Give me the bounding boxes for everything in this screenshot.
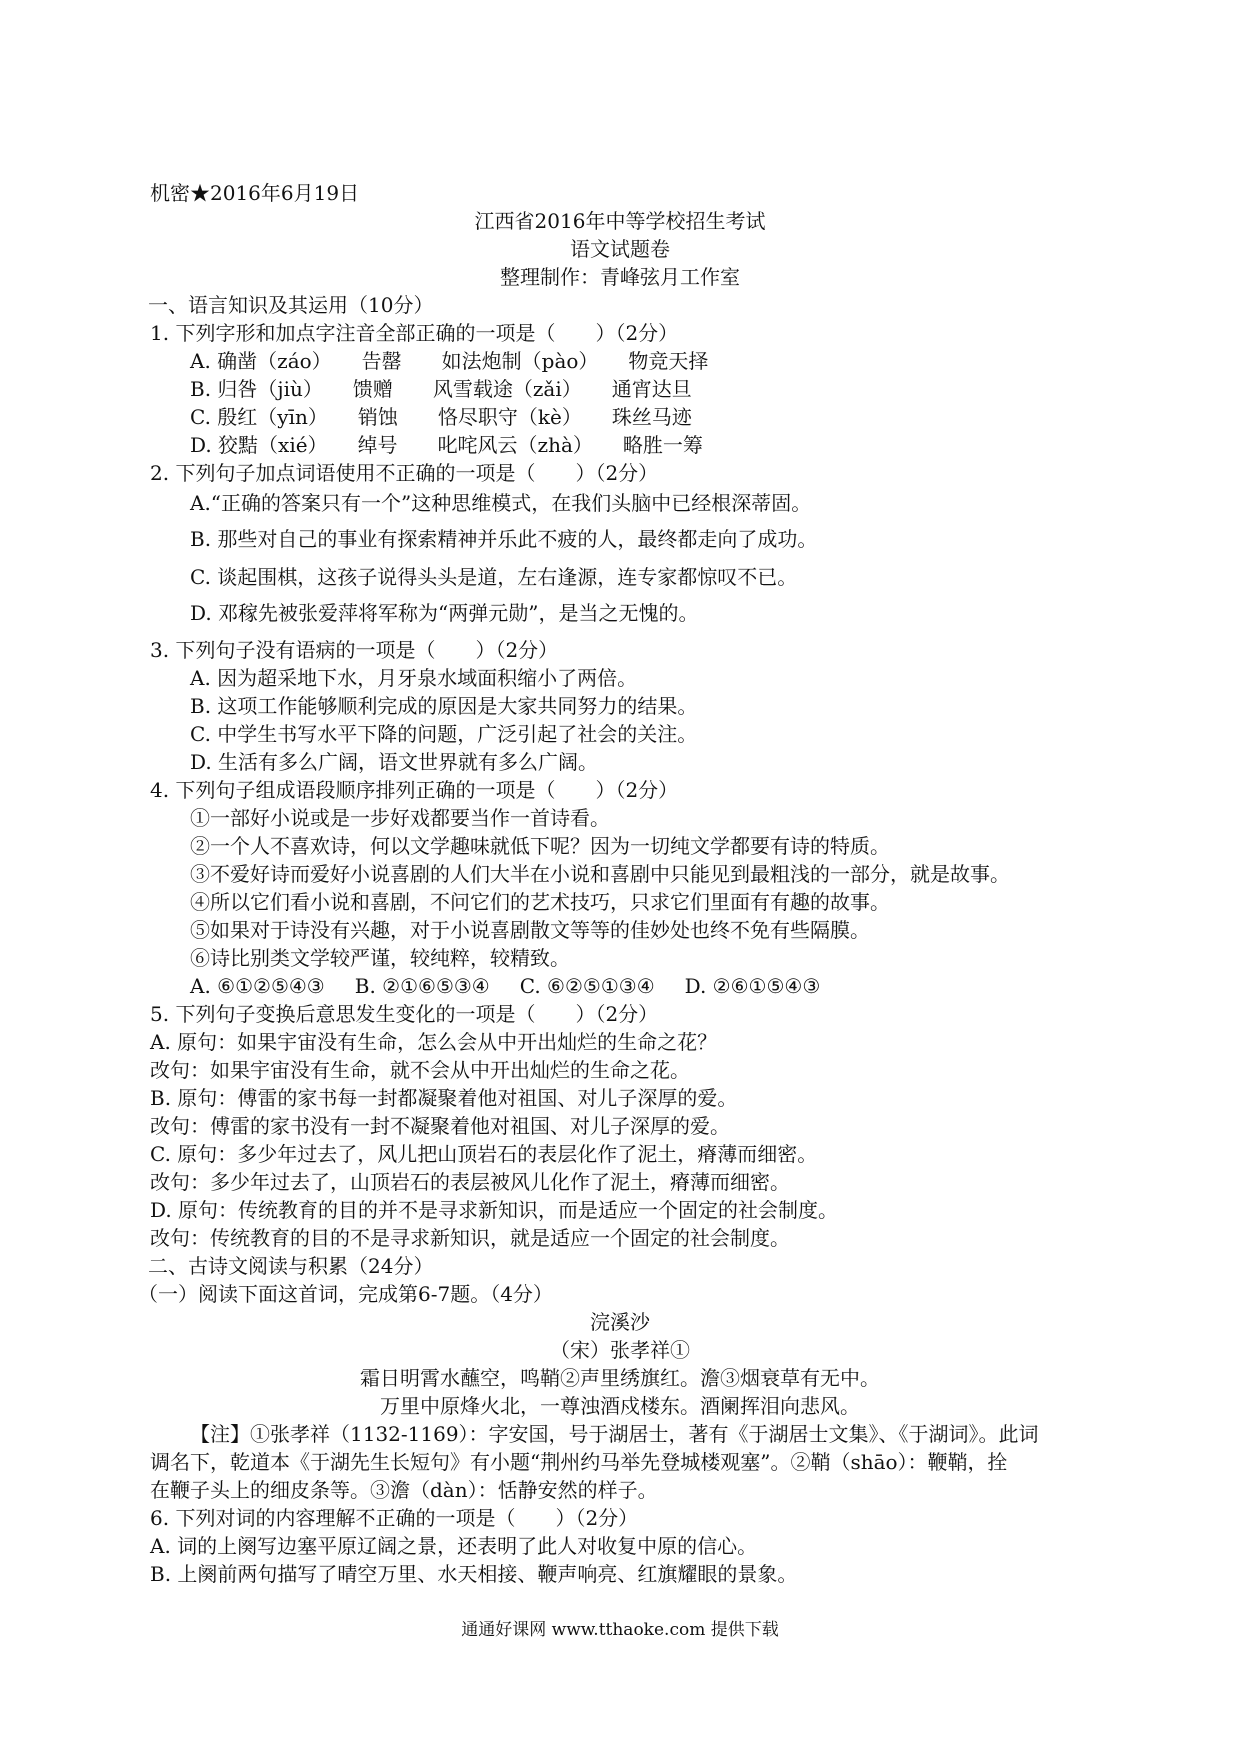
footer-credit: 通通好课网 www.tthaoke.com 提供下载	[461, 1620, 779, 1640]
q3-option-b: B. 这项工作能够顺利完成的原因是大家共同努力的结果。	[190, 694, 698, 718]
q2-option-a: A.“正确的答案只有一个”这种思维模式，在我们头脑中已经根深蒂固。	[190, 491, 812, 515]
note-line-3: 在鞭子头上的细皮条等。③澹（dàn）：恬静安然的样子。	[150, 1478, 658, 1502]
q5-line-8: 改句：传统教育的目的不是寻求新知识，就是适应一个固定的社会制度。	[150, 1226, 790, 1250]
q3-option-c: C. 中学生书写水平下降的问题，广泛引起了社会的关注。	[190, 722, 698, 746]
q6-option-b: B. 上阕前两句描写了晴空万里、水天相接、鞭声响亮、红旗耀眼的景象。	[150, 1562, 798, 1586]
q2-option-c: C. 谈起围棋，这孩子说得头头是道，左右逢源，连专家都惊叹不已。	[190, 565, 798, 589]
section2-heading: 二、古诗文阅读与积累（24分）	[148, 1254, 434, 1278]
q6-option-a: A. 词的上阕写边塞平原辽阔之景，还表明了此人对收复中原的信心。	[150, 1534, 758, 1558]
q3-stem: 3. 下列句子没有语病的一项是（ ）（2分）	[150, 638, 559, 662]
q1-option-c: C. 殷红（yīn） 销蚀 恪尽职守（kè） 珠丝马迹	[190, 405, 692, 429]
note-line-2: 调名下，乾道本《于湖先生长短句》有小题“荆州约马举先登城楼观塞”。②鞘（shāo）：鞭鞘，拴	[150, 1450, 1008, 1474]
q1-stem: 1. 下列字形和加点字注音全部正确的一项是（ ）（2分）	[150, 321, 679, 345]
q5-stem: 5. 下列句子变换后意思发生变化的一项是（ ）（2分）	[150, 1002, 659, 1026]
poem-line-2: 万里中原烽火北，一尊浊酒戍楼东。酒阑挥泪向悲风。	[380, 1394, 860, 1418]
q1-option-b: B. 归咎（jiù） 馈赠 风雪载途（zǎi） 通宵达旦	[190, 377, 692, 401]
poem-author: （宋）张孝祥①	[550, 1338, 690, 1362]
note-line-1: 【注】①张孝祥（1132-1169）：字安国，号于湖居士，著有《于湖居士文集》、《于湖词》。此词	[190, 1422, 1039, 1446]
poem-title: 浣溪沙	[590, 1310, 650, 1334]
section1-heading: 一、语言知识及其运用（10分）	[148, 293, 434, 317]
maker-credit: 整理制作：青峰弦月工作室	[500, 265, 740, 289]
exam-title: 江西省2016年中等学校招生考试	[474, 209, 766, 233]
q2-option-d: D. 邓稼先被张爱萍将军称为“两弹元勋”，是当之无愧的。	[190, 601, 699, 625]
q4-sentence-6: ⑥诗比别类文学较严谨，较纯粹，较精致。	[190, 946, 570, 970]
q4-option-a: A. ⑥①②⑤④③	[190, 974, 325, 998]
q4-option-c: C. ⑥②⑤①③④	[519, 974, 655, 998]
part1-heading: （一）阅读下面这首词，完成第6-7题。（4分）	[138, 1282, 553, 1306]
q4-sentence-5: ⑤如果对于诗没有兴趣，对于小说喜剧散文等等的佳妙处也终不免有些隔膜。	[190, 918, 870, 942]
q6-stem: 6. 下列对词的内容理解不正确的一项是（ ）（2分）	[150, 1506, 639, 1530]
q5-line-4: 改句：傅雷的家书没有一封不凝聚着他对祖国、对儿子深厚的爱。	[150, 1114, 730, 1138]
q4-option-b: B. ②①⑥⑤③④	[354, 974, 490, 998]
q4-sentence-2: ②一个人不喜欢诗，何以文学趣味就低下呢？因为一切纯文学都要有诗的特质。	[190, 834, 890, 858]
q5-line-7: D. 原句：传统教育的目的并不是寻求新知识，而是适应一个固定的社会制度。	[150, 1198, 839, 1222]
q2-stem: 2. 下列句子加点词语使用不正确的一项是（ ）（2分）	[150, 461, 659, 485]
q5-line-6: 改句：多少年过去了，山顶岩石的表层被风儿化作了泥土，瘠薄而细密。	[150, 1170, 790, 1194]
secret-date: 机密★2016年6月19日	[150, 181, 360, 205]
q4-sentence-1: ①一部好小说或是一步好戏都要当作一首诗看。	[190, 806, 610, 830]
q4-options	[190, 972, 820, 1000]
q2-option-b: B. 那些对自己的事业有探索精神并乐此不疲的人，最终都走向了成功。	[190, 527, 818, 551]
q4-sentence-4: ④所以它们看小说和喜剧，不问它们的艺术技巧，只求它们里面有有趣的故事。	[190, 890, 890, 914]
q1-option-d: D. 狡黠（xié） 绰号 叱咤风云（zhà） 略胜一筹	[190, 433, 703, 457]
q5-line-1: A. 原句：如果宇宙没有生命，怎么会从中开出灿烂的生命之花？	[150, 1030, 718, 1054]
q3-option-a: A. 因为超采地下水，月牙泉水域面积缩小了两倍。	[190, 666, 638, 690]
q1-option-a: A. 确凿（záo） 告罄 如法炮制（pào） 物竞天择	[190, 349, 709, 373]
poem-line-1: 霜日明霄水蘸空，鸣鞘②声里绣旗红。澹③烟衰草有无中。	[360, 1366, 880, 1390]
q5-line-2: 改句：如果宇宙没有生命，就不会从中开出灿烂的生命之花。	[150, 1058, 690, 1082]
q4-option-d: D. ②⑥①⑤④③	[684, 974, 821, 998]
q5-line-3: B. 原句：傅雷的家书每一封都凝聚着他对祖国、对儿子深厚的爱。	[150, 1086, 738, 1110]
q3-option-d: D. 生活有多么广阔，语文世界就有多么广阔。	[190, 750, 599, 774]
exam-subtitle: 语文试题卷	[570, 237, 670, 261]
q4-sentence-3: ③不爱好诗而爱好小说喜剧的人们大半在小说和喜剧中只能见到最粗浅的一部分，就是故事。	[190, 862, 1010, 886]
q4-stem: 4. 下列句子组成语段顺序排列正确的一项是（ ）（2分）	[150, 778, 679, 802]
q5-line-5: C. 原句：多少年过去了，风儿把山顶岩石的表层化作了泥土，瘠薄而细密。	[150, 1142, 818, 1166]
